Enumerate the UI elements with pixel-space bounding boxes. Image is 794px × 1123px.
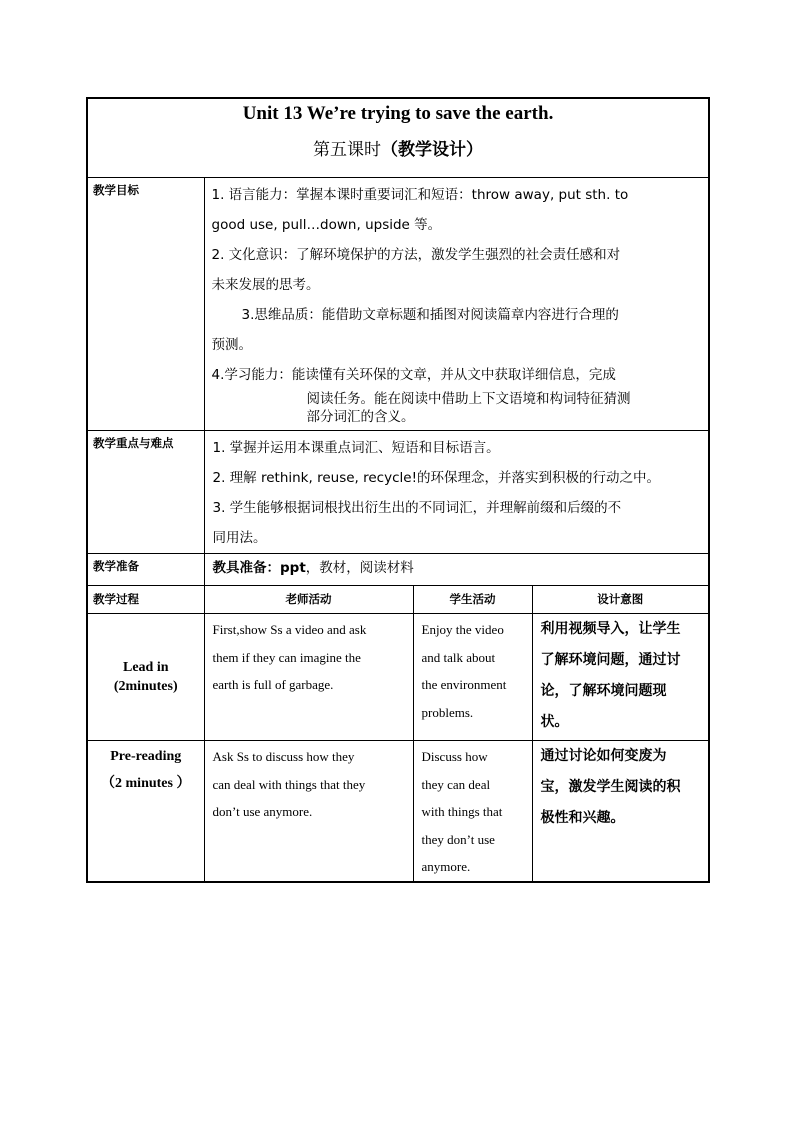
key-point-line: 2. 理解 rethink, reuse, recycle!的环保理念，并落实到积极的行动之中。 (212, 470, 660, 486)
stage-cell (87, 614, 204, 741)
key-points-row (87, 431, 709, 554)
student-activity (413, 741, 532, 882)
process-header-row (87, 586, 709, 614)
lesson-subtitle (88, 135, 708, 160)
preparation-row (87, 554, 709, 586)
teacher-activity (204, 741, 413, 882)
text-line: Ask Ss to discuss how they (212, 749, 355, 764)
text-line: 利用视频导入，让学生 (540, 621, 681, 637)
text-line: 宝，激发学生阅读的积 (540, 779, 681, 795)
key-point-line: 3. 学生能够根据词根找出衍生出的不同词汇，并理解前缀和后缀的不 (212, 500, 622, 516)
stage-cell (87, 741, 204, 882)
teacher-activity-header: 老师活动 (204, 586, 413, 614)
lesson-type: （教学设计） (381, 140, 483, 160)
objective-line: 阅读任务。能在阅读中借助上下文语境和构词特征猜测 (306, 391, 631, 407)
unit-title: Unit 13 We’re trying to save the earth. (242, 103, 554, 124)
title-row (87, 98, 709, 178)
preparation-materials: ，教材，阅读材料 (305, 560, 414, 576)
design-intent-header: 设计意图 (532, 586, 709, 614)
objective-line: good use, pull…down, upside 等。 (211, 217, 442, 233)
stage-duration: （2 minutes ） (101, 776, 191, 791)
preparation-label: 教学准备 (87, 554, 204, 586)
key-points-label: 教学重点与难点 (87, 431, 204, 554)
stage-name: Pre-reading (110, 749, 182, 764)
process-label: 教学过程 (87, 586, 204, 614)
key-point-line: 同用法。 (212, 530, 267, 546)
text-line: and talk about (421, 649, 496, 665)
text-line: 极性和兴趣。 (540, 810, 625, 826)
stage-duration: (2minutes) (113, 679, 178, 694)
objective-line: 4.学习能力：能读懂有关环保的文章，并从文中获取详细信息，完成 (211, 367, 616, 383)
student-activity (413, 614, 532, 741)
text-line: them if they can imagine the (212, 649, 361, 665)
text-line: anymore. (421, 859, 471, 874)
key-points-content (204, 431, 709, 554)
text-line: First,show Ss a video and ask (212, 622, 367, 637)
text-line: earth is full of garbage. (212, 677, 334, 692)
text-line: Discuss how (421, 749, 488, 764)
design-intent (532, 741, 709, 882)
objective-line: 2. 文化意识：了解环境保护的方法，激发学生强烈的社会责任感和对 (211, 247, 621, 263)
text-line: problems. (421, 704, 474, 720)
text-line: the environment (421, 677, 507, 692)
text-line: don’t use anymore. (212, 804, 313, 819)
text-line: 状。 (540, 714, 569, 730)
preparation-tools: 教具准备：ppt (212, 560, 306, 576)
design-intent (532, 614, 709, 741)
objective-line: 部分词汇的含义。 (306, 409, 415, 425)
objectives-label: 教学目标 (87, 178, 204, 431)
text-line: can deal with things that they (212, 776, 366, 792)
objective-line: 预测。 (211, 337, 252, 353)
text-line: 了解环境问题，通过讨 (540, 652, 681, 668)
lesson-number: 第五课时 (313, 140, 381, 160)
objectives-row (87, 178, 709, 431)
step-row-pre-reading (87, 741, 709, 882)
key-point-line: 1. 掌握并运用本课重点词汇、短语和目标语言。 (212, 440, 500, 456)
stage-name: Lead in (122, 660, 169, 675)
lesson-plan-table (86, 97, 710, 883)
text-line: 论，了解环境问题现 (540, 683, 667, 699)
text-line: 通过讨论如何变废为 (540, 748, 667, 764)
objectives-content (204, 178, 709, 431)
text-line: they don’t use (421, 831, 495, 847)
text-line: they can deal (421, 776, 491, 792)
lesson-plan-document (86, 97, 708, 883)
preparation-content (204, 554, 709, 586)
objective-line: 未来发展的思考。 (211, 277, 320, 293)
student-activity-header: 学生活动 (413, 586, 532, 614)
teacher-activity (204, 614, 413, 741)
title-cell (87, 98, 709, 178)
text-line: with things that (421, 804, 503, 819)
objective-line: 3.思维品质：能借助文章标题和插图对阅读篇章内容进行合理的 (241, 307, 619, 323)
step-row-lead-in (87, 614, 709, 741)
text-line: Enjoy the video (421, 622, 504, 637)
objective-line: 1. 语言能力：掌握本课时重要词汇和短语：throw away, put sth. to (211, 187, 629, 203)
